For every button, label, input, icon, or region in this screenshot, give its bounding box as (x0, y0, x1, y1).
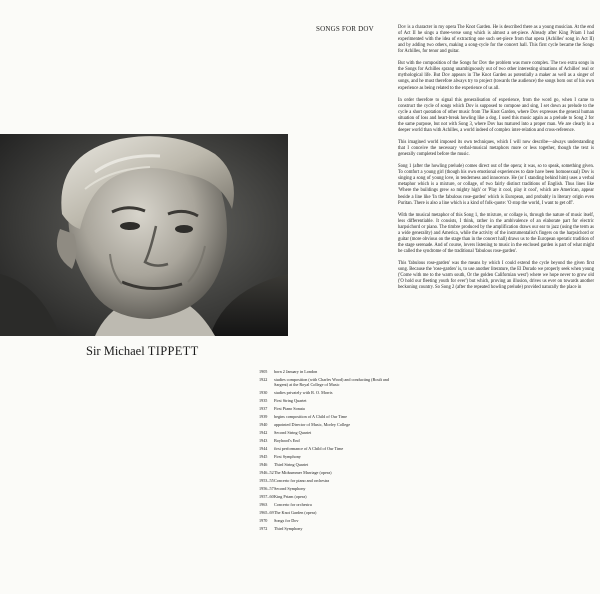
chronology-event: First Piano Sonata (274, 406, 305, 412)
essay-paragraph: Dov is a character in my opera The Knot Garden. He is described there as a young musician. At the end of Act II he sings a three-verse song which is almost a set-piece. Already after King Priam I had experimented with the idea of extracting one such set-piece from that opera (Achilles' song in Act II) and by adding two others, making a song-cycle for the concert hall. This first cycle became the Songs for Achilles, for tenor and guitar. (398, 25, 594, 55)
chronology-row (259, 510, 394, 515)
chronology-year: 1943 (259, 438, 268, 444)
chronology-row (259, 470, 394, 475)
chronology-year: 1945 (259, 453, 268, 459)
chronology-row (259, 494, 394, 499)
page-heading: SONGS FOR DOV (316, 25, 374, 33)
chronology-row (259, 398, 394, 403)
chronology-event: appointed Director of Music, Morley College (274, 422, 351, 428)
chronology-year: 1956–57 (259, 485, 274, 491)
chronology-row (259, 446, 394, 451)
chronology-event: Concerto for orchestra (274, 501, 312, 507)
chronology-year: 1944 (259, 445, 268, 451)
chronology-row (259, 377, 394, 388)
chronology-event: Third String Quartet (274, 461, 309, 467)
chronology-event: studies privately with R. O. Morris (274, 390, 333, 396)
chronology-event: Songs for Dov (274, 517, 299, 523)
chronology-year: 1946–52 (259, 469, 274, 475)
chronology-row (259, 462, 394, 467)
chronology-row (259, 369, 394, 374)
chronology-event: begins composition of A Child of Our Time (274, 414, 347, 420)
essay-paragraph: This 'fabulous rose-garden' was the means by which I could extend the cycle beyond the given first song. Because the 'rose-garden' is, to use another literature, the El Dorado we properly seek when young ('Come with me to the warm south, Or the golden Californian west') where we hope never to grow old ('O hold our fleeting youth for ever') but which, proving an illusion, drives us ever on towards another beckoning country. So Song 2 (after the repeated howling prelude) provided naturally the place in (398, 261, 594, 291)
chronology-year: 1905 (259, 369, 268, 374)
chronology-year: 1922 (259, 376, 268, 382)
chronology-event: studies composition (with Charles Wood) and conducting (Boult and Sargent) at the Royal College of Music (274, 376, 389, 388)
chronology-event: first performance of A Child of Our Time (274, 445, 344, 451)
chronology-row (259, 390, 394, 395)
chronology-year: 1970 (259, 517, 268, 523)
chronology-year: 1942 (259, 430, 268, 436)
essay-paragraph: Song 1 (after the howling prelude) comes direct out of the opera; it was, so to speak, something given. To comfort a young girl (though his own emotional experiences to date have been homosexual) Dov is singing a song of young love, in tenderness and innocence. He (or I standing behind him) uses a verbal metaphor which is a mixture, or collage, of two fairly distinct traditions of English. Thus lines like 'Where the buildings grew so mighty high' or 'Play it cool, play it cool', which are American, appear beside a line like 'In the fabulous rose-garden' which is European, and probably in literary origin even Puritan. There is also a line which is a kind of folk-quote: 'O stop the world, I want to get off'. (398, 164, 594, 206)
chronology-row (259, 422, 394, 427)
chronology-event: Concerto for piano and orchestra (274, 477, 330, 483)
chronology-row (259, 502, 394, 507)
chronology-row (259, 414, 394, 419)
chronology-row (259, 430, 394, 435)
portrait-image (0, 134, 288, 336)
chronology-year: 1940 (259, 422, 268, 428)
chronology-event: Third Symphony (274, 525, 303, 531)
essay-paragraph: With the musical metaphor of this Song 1, the mixture, or collage is, through the nature of music itself, less differentiable. It consists, I think, rather in the ambivalence of an elaborate part for electric harpsichord or piano. The timbre produced by the amplification draws our ear to jazz (using the term as a wide generality) and America, while the activity of the instrumentalist's fingers on the harpsichord or guitar (more obvious on the stage than in the concert hall) draws us to the European operatic tradition of the stage serenade. And of course, lovers listening to music in the enclosed garden is part of what might be called the syndrome of the traditional 'fabulous rose-garden'. (398, 212, 594, 254)
chronology-event: Second String Quartet (274, 430, 312, 436)
chronology-row (259, 518, 394, 523)
essay-column (398, 25, 594, 297)
composer-photo (0, 134, 288, 336)
chronology-event: born 2 January in London (274, 369, 318, 374)
essay-paragraph: This imagined world imposed its own techniques, which I will now describe—always understanding that I conceive the necessary verbal-musical metaphors more or less together, though the text is generally completed before the music. (398, 140, 594, 158)
chronology-year: 1930 (259, 390, 268, 396)
chronology-event: The Midsummer Marriage (opera) (274, 469, 332, 475)
chronology-row (259, 454, 394, 459)
chronology-year: 1957–60 (259, 493, 274, 499)
chronology-row (259, 526, 394, 531)
chronology-year: 1939 (259, 414, 268, 420)
chronology-row (259, 438, 394, 443)
chronology-year: 1937 (259, 406, 268, 412)
chronology-event: King Priam (opera) (274, 493, 307, 499)
chronology-year: 1946 (259, 461, 268, 467)
chronology-event: First String Quartet (274, 398, 307, 404)
essay-paragraph: In order therefore to signal this generalisation of experience, from the word go, when I came to construct the cycle of songs which Dov is supposed to compose and sing, I set down as prelude to the cycle a short quotation of other music from The Knot Garden, where Dov expresses the general human situation of loss and heart-break howling like a dog. I used this music again as a prelude to Song 2 for the same purpose, but not with Song 3, where Dov has matured into a proper man. We are clearly in a deeper world than with Achilles, a world indeed of complex inter-relation and cross-reference. (398, 97, 594, 133)
chronology-year: 1965–69 (259, 509, 274, 515)
chronology-list (259, 369, 394, 533)
chronology-row (259, 486, 394, 491)
chronology-row (259, 478, 394, 483)
chronology-event: The Knot Garden (opera) (274, 509, 317, 515)
chronology-year: 1953–55 (259, 477, 274, 483)
chronology-year: 1972 (259, 525, 268, 531)
composer-title-given: Sir Michael (86, 344, 145, 358)
essay-paragraph: But with the composition of the Songs for Dov the problem was more complex. The two extra songs in the Songs for Achilles sprang unambiguously out of two other interesting situations of Achilles' real or mythological life. But Dov appears in The Knot Garden as potentially a maker as well as a singer of songs, and he must therefore always try to project (towards the audience) the songs born out of his own experience as being related to the experience of us all. (398, 61, 594, 91)
composer-name (86, 344, 199, 359)
composer-surname: TIPPETT (147, 344, 199, 358)
chronology-row (259, 406, 394, 411)
chronology-year: 1963 (259, 501, 268, 507)
chronology-event: Boyhood's End (274, 438, 300, 444)
chronology-year: 1935 (259, 398, 268, 404)
chronology-event: First Symphony (274, 453, 301, 459)
chronology-event: Second Symphony (274, 485, 306, 491)
